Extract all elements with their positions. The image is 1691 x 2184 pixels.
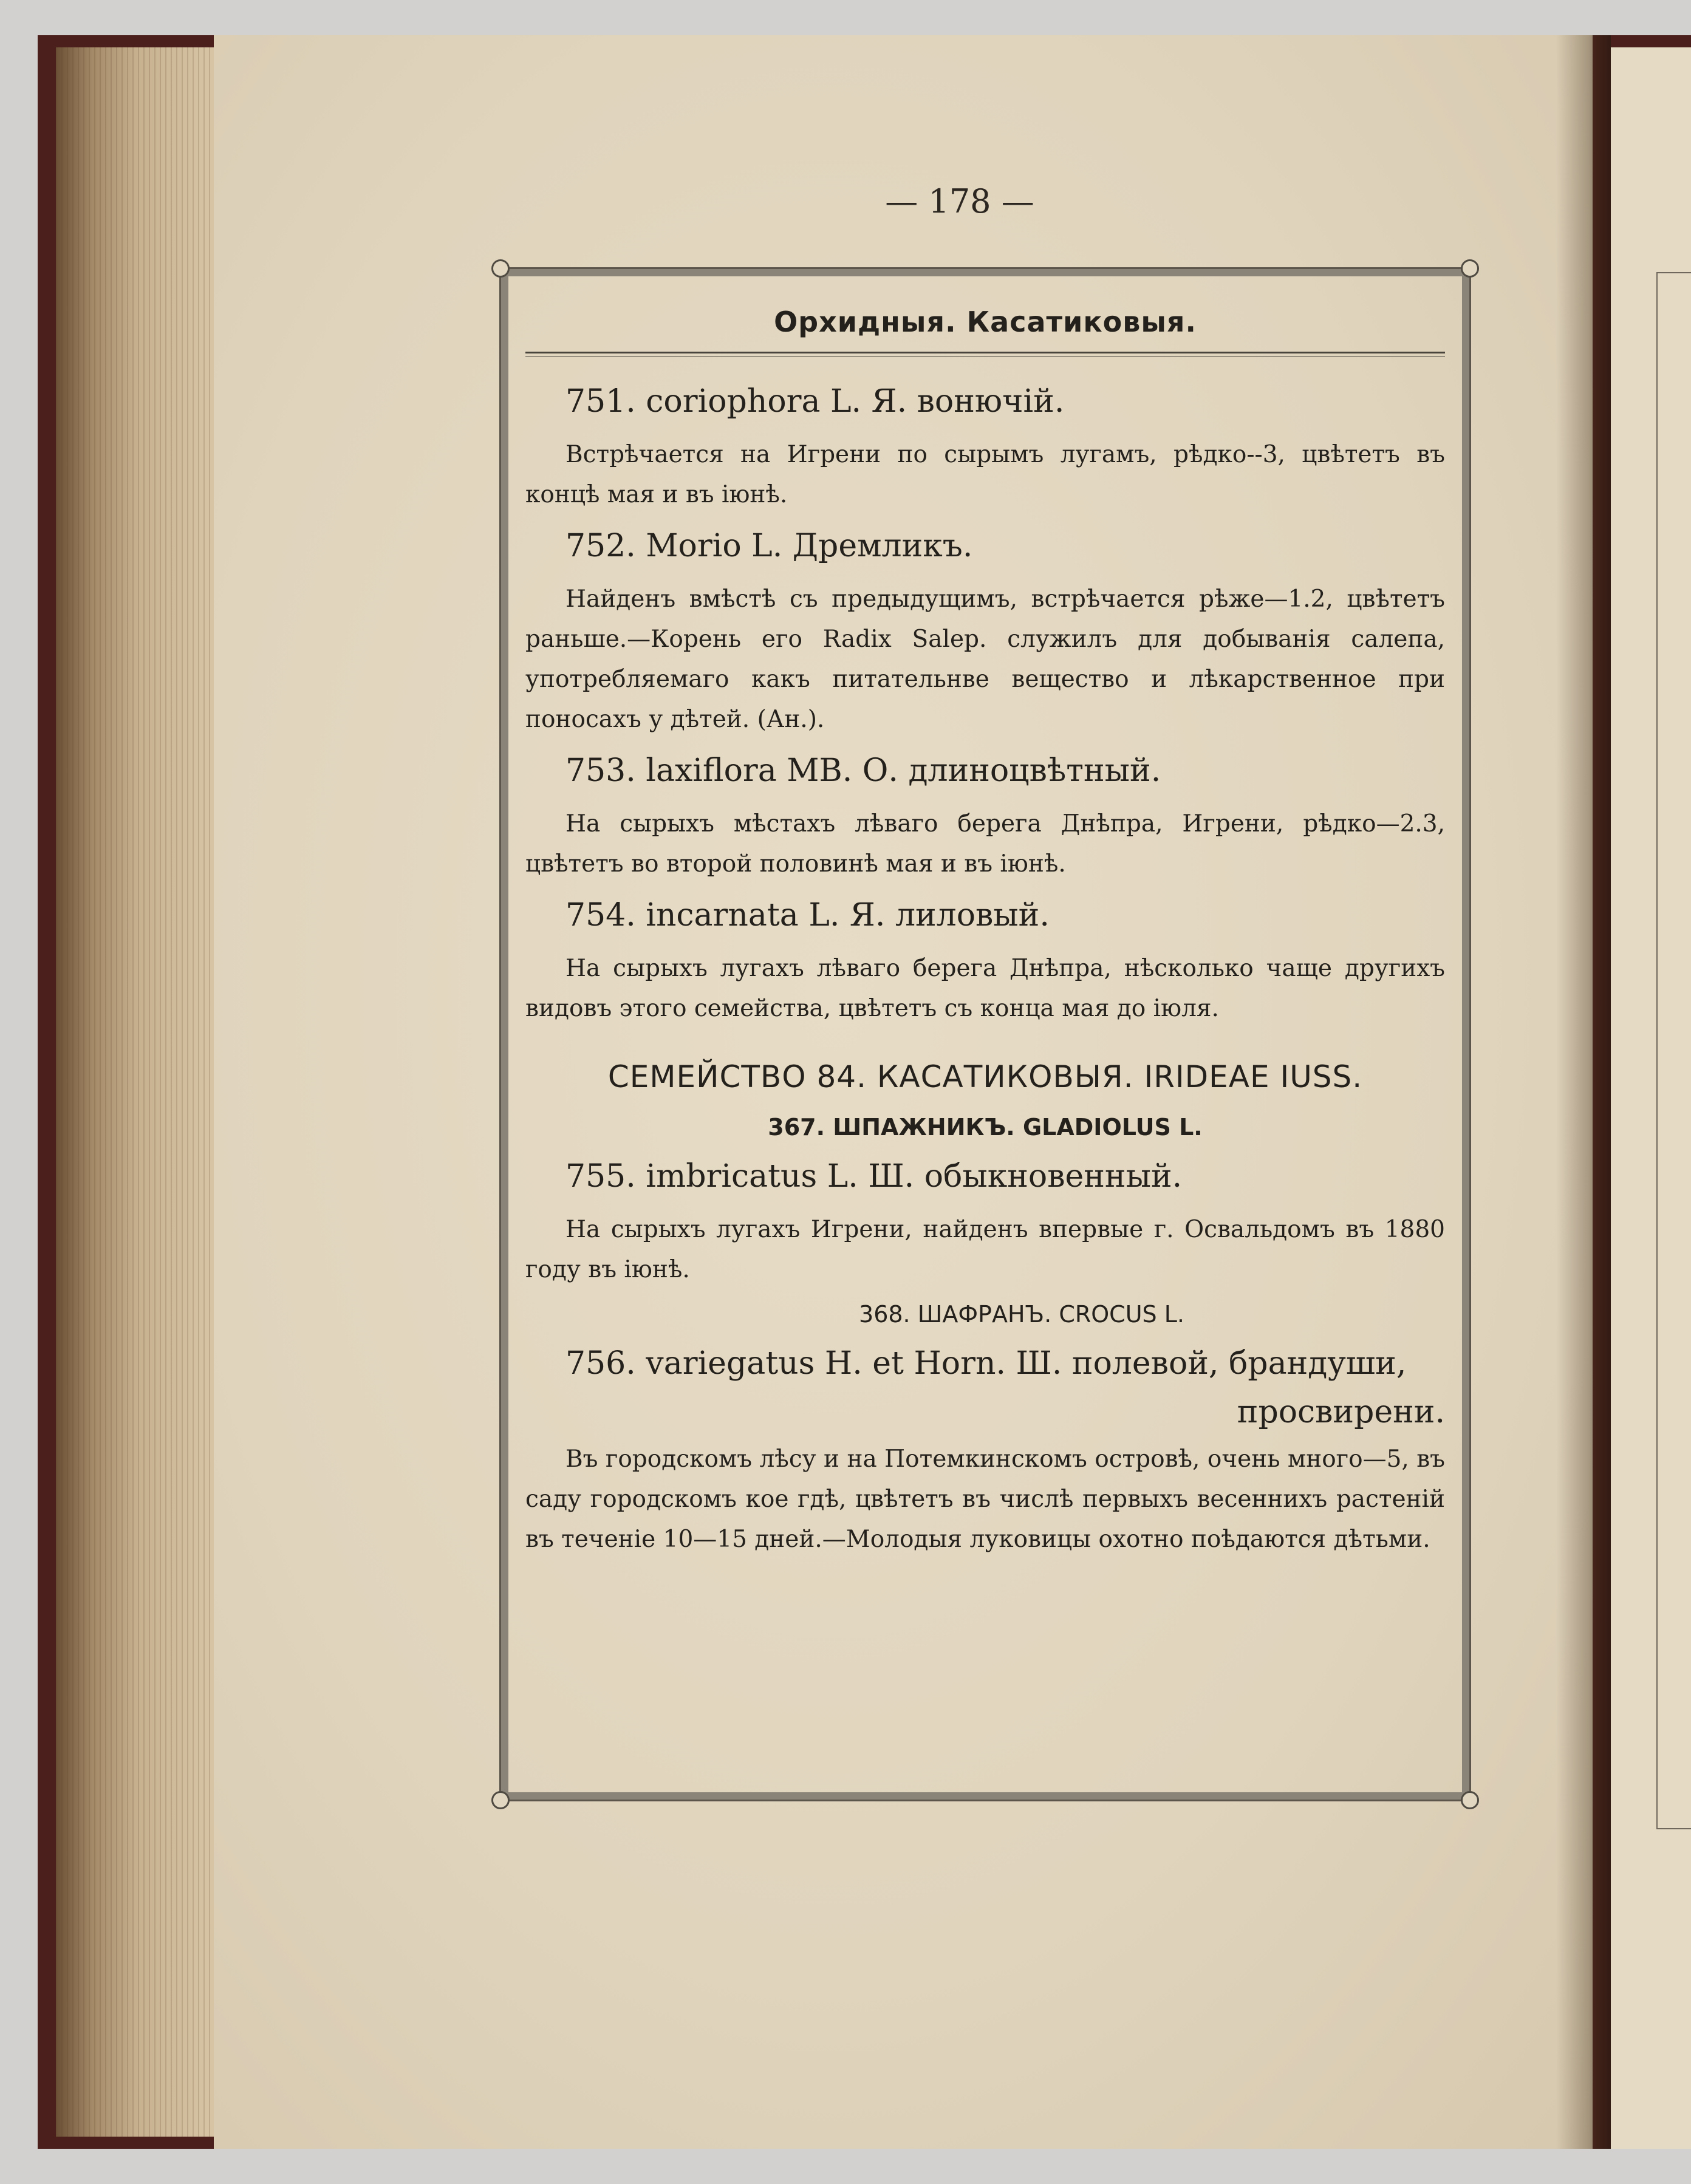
running-header: Орхидныя. Касатиковыя. bbox=[774, 305, 1197, 338]
frame-corner-ornament-icon bbox=[1461, 1791, 1479, 1809]
species-description-751: Встрѣчается на Игрени по сырымъ лугамъ, рѣдко--3, цвѣтетъ въ концѣ мая и въ іюнѣ. bbox=[525, 441, 1445, 508]
page-content bbox=[525, 287, 1445, 1566]
species-title-756: 756. variegatus H. et Horn. Ш. полевой, брандуши, bbox=[565, 1345, 1407, 1382]
species-description-752: Найденъ вмѣстѣ съ предыдущимъ, встрѣчается рѣже—1.2, цвѣтетъ раньше.—Корень его Radix Salep. служилъ для добыванія салепа, употребляемаго какъ питательнве вещество и лѣкарственное при поносахъ у дѣтей. (Ан.). bbox=[525, 585, 1445, 733]
species-title-753: 753. laxiflora MB. О. длиноцвѣтный. bbox=[565, 752, 1161, 789]
species-description-753: На сырыхъ мѣстахъ лѣваго берега Днѣпра, Игрени, рѣдко—2.3, цвѣтетъ во второй половинѣ мая и въ іюнѣ. bbox=[525, 810, 1445, 878]
header-rule bbox=[525, 352, 1445, 357]
species-description-754: На сырыхъ лугахъ лѣваго берега Днѣпра, нѣсколько чаще другихъ видовъ этого семейства, цвѣтетъ съ конца мая до іюля. bbox=[525, 955, 1445, 1022]
species-description-755: На сырыхъ лугахъ Игрени, найденъ впервые г. Освальдомъ въ 1880 году въ іюнѣ. bbox=[525, 1216, 1445, 1283]
book-gutter-shadow bbox=[1556, 35, 1611, 2149]
species-description-756: Въ городскомъ лѣсу и на Потемкинскомъ островѣ, очень много—5, въ саду городскомъ кое гдѣ, цвѣтетъ въ числѣ первыхъ весеннихъ растеній въ теченіе 10—15 дней.—Молодыя луковицы охотно поѣдаются дѣтьми. bbox=[525, 1445, 1445, 1553]
frame-corner-ornament-icon bbox=[1461, 259, 1479, 278]
species-title-752: 752. Morio L. Дремликъ. bbox=[565, 528, 973, 564]
page-number: — 178 — bbox=[885, 182, 1034, 220]
frame-corner-ornament-icon bbox=[491, 1791, 510, 1809]
genus-heading-367: 367. ШПАЖНИКЪ. GLADIOLUS L. bbox=[768, 1114, 1203, 1141]
species-title-756-continued: просвирени. bbox=[1237, 1394, 1445, 1430]
species-title-754: 754. incarnata L. Я. лиловый. bbox=[565, 897, 1050, 933]
species-title-755: 755. imbricatus L. Ш. обыкновенный. bbox=[565, 1158, 1183, 1195]
text-frame bbox=[499, 267, 1471, 1801]
facing-page-frame bbox=[1656, 272, 1691, 1829]
frame-corner-ornament-icon bbox=[491, 259, 510, 278]
family-heading: СЕМЕЙСТВО 84. КАСАТИКОВЫЯ. IRIDEAE IUSS. bbox=[607, 1059, 1363, 1094]
genus-heading-368: 368. ШАФРАНЪ. CROCUS L. bbox=[859, 1301, 1184, 1328]
species-title-751: 751. coriophora L. Я. вонючій. bbox=[565, 383, 1065, 420]
